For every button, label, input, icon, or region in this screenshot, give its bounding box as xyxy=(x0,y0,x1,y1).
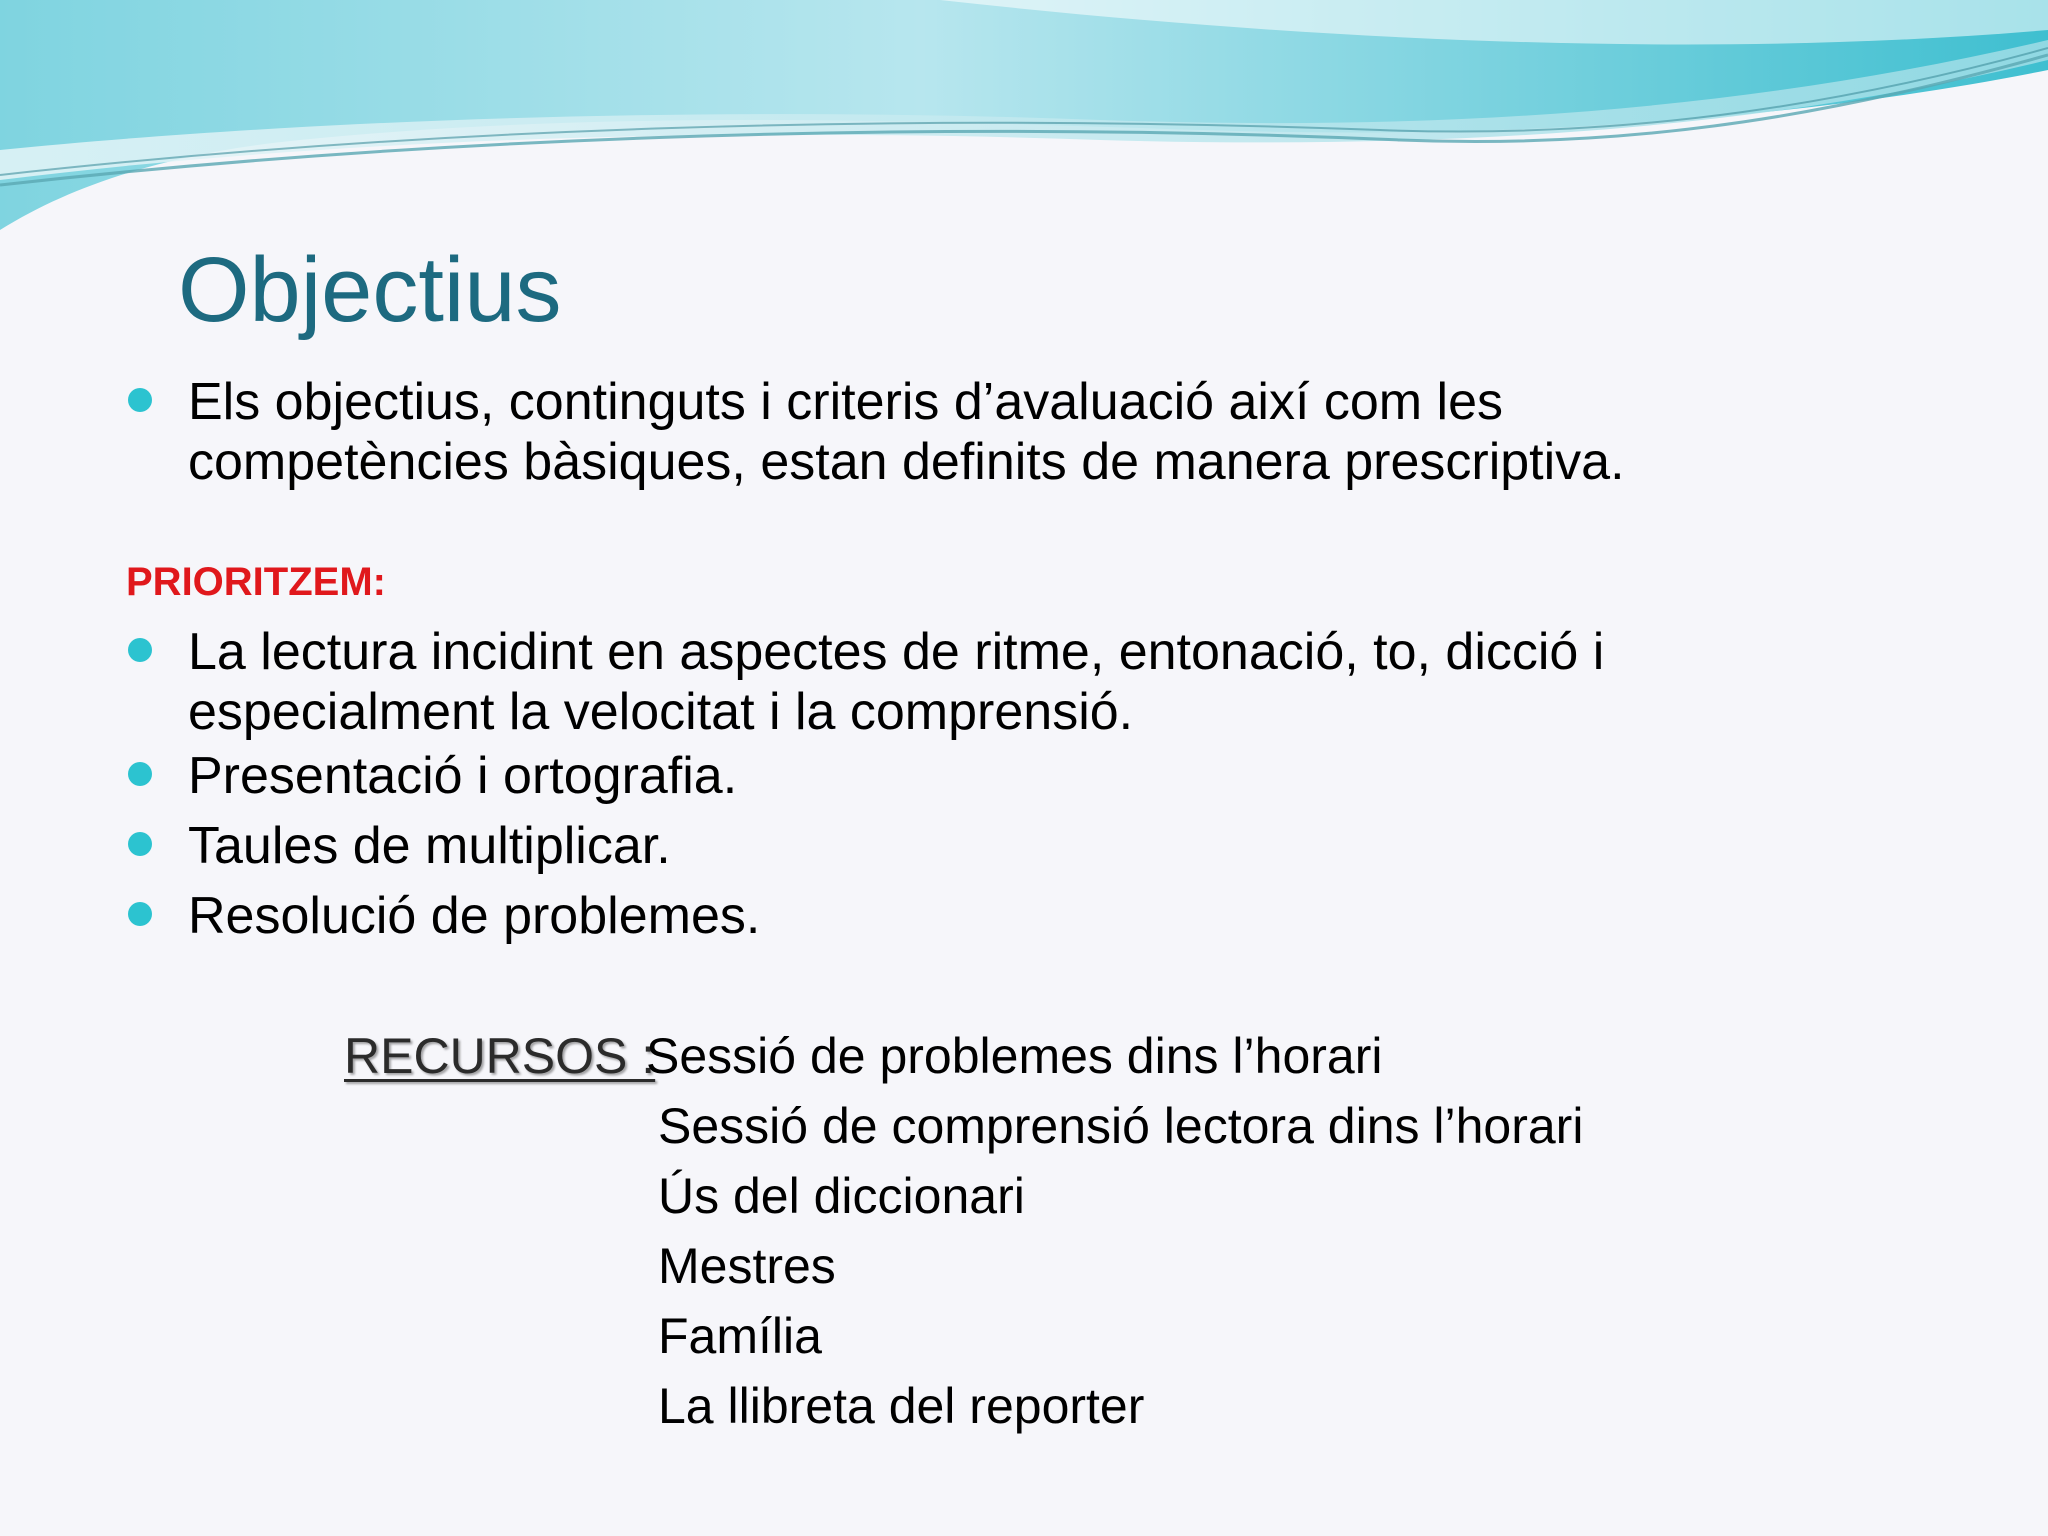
priority-item-text: Presentació i ortografia. xyxy=(188,747,738,805)
slide-title: Objectius xyxy=(178,239,562,341)
resource-item: Família xyxy=(658,1308,822,1364)
resources-label: RECURSOS : xyxy=(344,1028,656,1084)
resource-item: Sessió de problemes dins l’horari xyxy=(646,1028,1383,1084)
wave-decoration xyxy=(0,0,2048,240)
priority-item-text: Resolució de problemes. xyxy=(188,887,761,945)
priority-item-text: Taules de multiplicar. xyxy=(188,817,671,875)
resource-item: Mestres xyxy=(658,1238,836,1294)
resource-item: Sessió de comprensió lectora dins l’horari xyxy=(658,1098,1584,1154)
resource-item: La llibreta del reporter xyxy=(658,1378,1145,1434)
resources-list xyxy=(646,1024,1946,1444)
bullet-dot-icon xyxy=(128,638,152,662)
resource-item: Ús del diccionari xyxy=(658,1168,1025,1224)
bullet-dot-icon xyxy=(128,832,152,856)
intro-bullet-text: Els objectius, continguts i criteris d’avaluació així com les competències bàsiques, estan definits de manera prescriptiva. xyxy=(188,373,1625,491)
bullet-dot-icon xyxy=(128,902,152,926)
bullet-dot-icon xyxy=(128,388,152,412)
priority-item-text: La lectura incidint en aspectes de ritme, entonació, to, dicció i especialment la velocitat i la comprensió. xyxy=(188,623,1605,741)
priority-label: PRIORITZEM: xyxy=(126,560,386,604)
bullet-dot-icon xyxy=(128,762,152,786)
